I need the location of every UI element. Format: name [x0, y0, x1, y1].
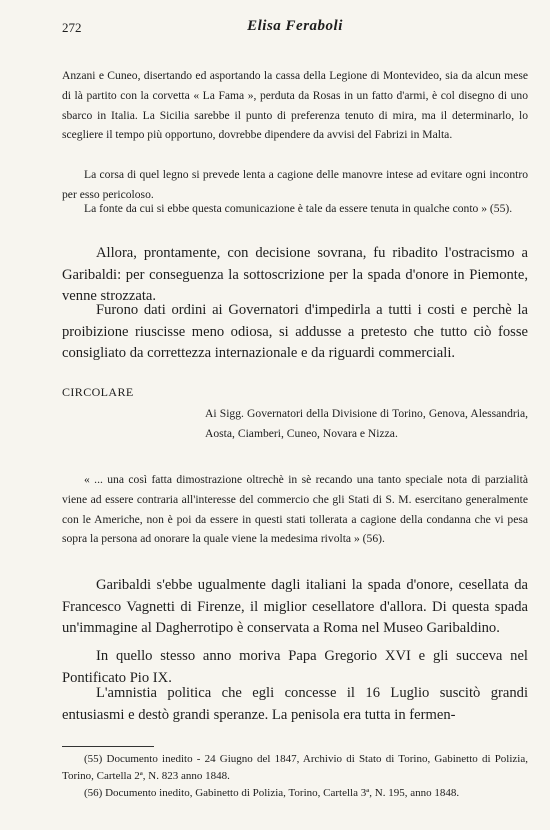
- circolare-quote: « ... una così fatta dimostrazione oltrechè in sè recando una tanto speciale nota di parzialità viene ad essere contraria all'interesse del commercio che gli Stati di S. M. esercitano generalmente con le Americhe, non è poi da essere in questi stati tollerata a cagione della condanna che vi pesa sopra la persona ad onorare la quale viene la medesima rivolta » (56).: [62, 473, 528, 546]
- quote-continuation-2: La corsa di quel legno si prevede lenta a cagione delle manovre intese ad evitare ogni incontro per esso pericoloso.: [62, 168, 528, 201]
- circolare-heading: CIRCOLARE: [62, 385, 134, 399]
- body-paragraph-2: Furono dati ordini ai Governatori d'impedirla a tutti i costi e perchè la proibizione riuscisse meno odiosa, si addusse a pretesto che tutto ciò fosse consigliato da correttezza internazionale e da riguardi commerciali.: [62, 302, 528, 362]
- running-title: Elisa Feraboli: [247, 18, 343, 34]
- quote-continuation-1: Anzani e Cuneo, disertando ed asportando la cassa della Legione di Montevideo, sia da alcun mese di là partito con la corvetta « La Fama », perduta da Rosas in un fatto d'armi, è col disegno di uno sbarco in Italia. La Sicilia sarebbe il punto di preferenza tenuto di mira, ma il determinarlo, lo scegliere il tempo più opportuno, dovrebbe dipendere da avvisi del Fabrizi in Malta.: [62, 69, 528, 142]
- page-number: 272: [62, 20, 82, 35]
- body-paragraph-1: Allora, prontamente, con decisione sovrana, fu ribadito l'ostracismo a Garibaldi: per conseguenza la sottoscrizione per la spada d'onore in Piemonte, venne strozzata.: [62, 245, 528, 305]
- quote-continuation-3: La fonte da cui si ebbe questa comunicazione è tale da essere tenuta in qualche conto » (55).: [84, 202, 513, 215]
- body-paragraph-4: In quello stesso anno moriva Papa Gregorio XVI e gli succeva nel Pontificato Pio IX.: [62, 648, 528, 686]
- body-paragraph-3: Garibaldi s'ebbe ugualmente dagli italiani la spada d'onore, cesellata da Francesco Vagnetti di Firenze, il miglior cesellatore d'allora. Di questa spada un'immagine al Dagherrotipo è conservata a Roma nel Museo Garibaldino.: [62, 577, 528, 637]
- body-paragraph-5: L'amnistia politica che egli concesse il 16 Luglio suscitò grandi entusiasmi e destò grandi speranze. La penisola era tutta in fermen-: [62, 685, 528, 723]
- footnote-55: (55) Documento inedito - 24 Giugno del 1847, Archivio di Stato di Torino, Gabinetto di Polizia, Torino, Cartella 2ª, N. 823 anno 1848.: [62, 753, 528, 782]
- footnote-56: (56) Documento inedito, Gabinetto di Polizia, Torino, Cartella 3ª, N. 195, anno 1848.: [84, 787, 460, 799]
- circolare-address: Ai Sigg. Governatori della Divisione di Torino, Genova, Alessandria, Aosta, Ciamberi, Cuneo, Novara e Nizza.: [205, 407, 528, 440]
- page-header: [62, 18, 528, 40]
- footnote-rule: [62, 746, 154, 747]
